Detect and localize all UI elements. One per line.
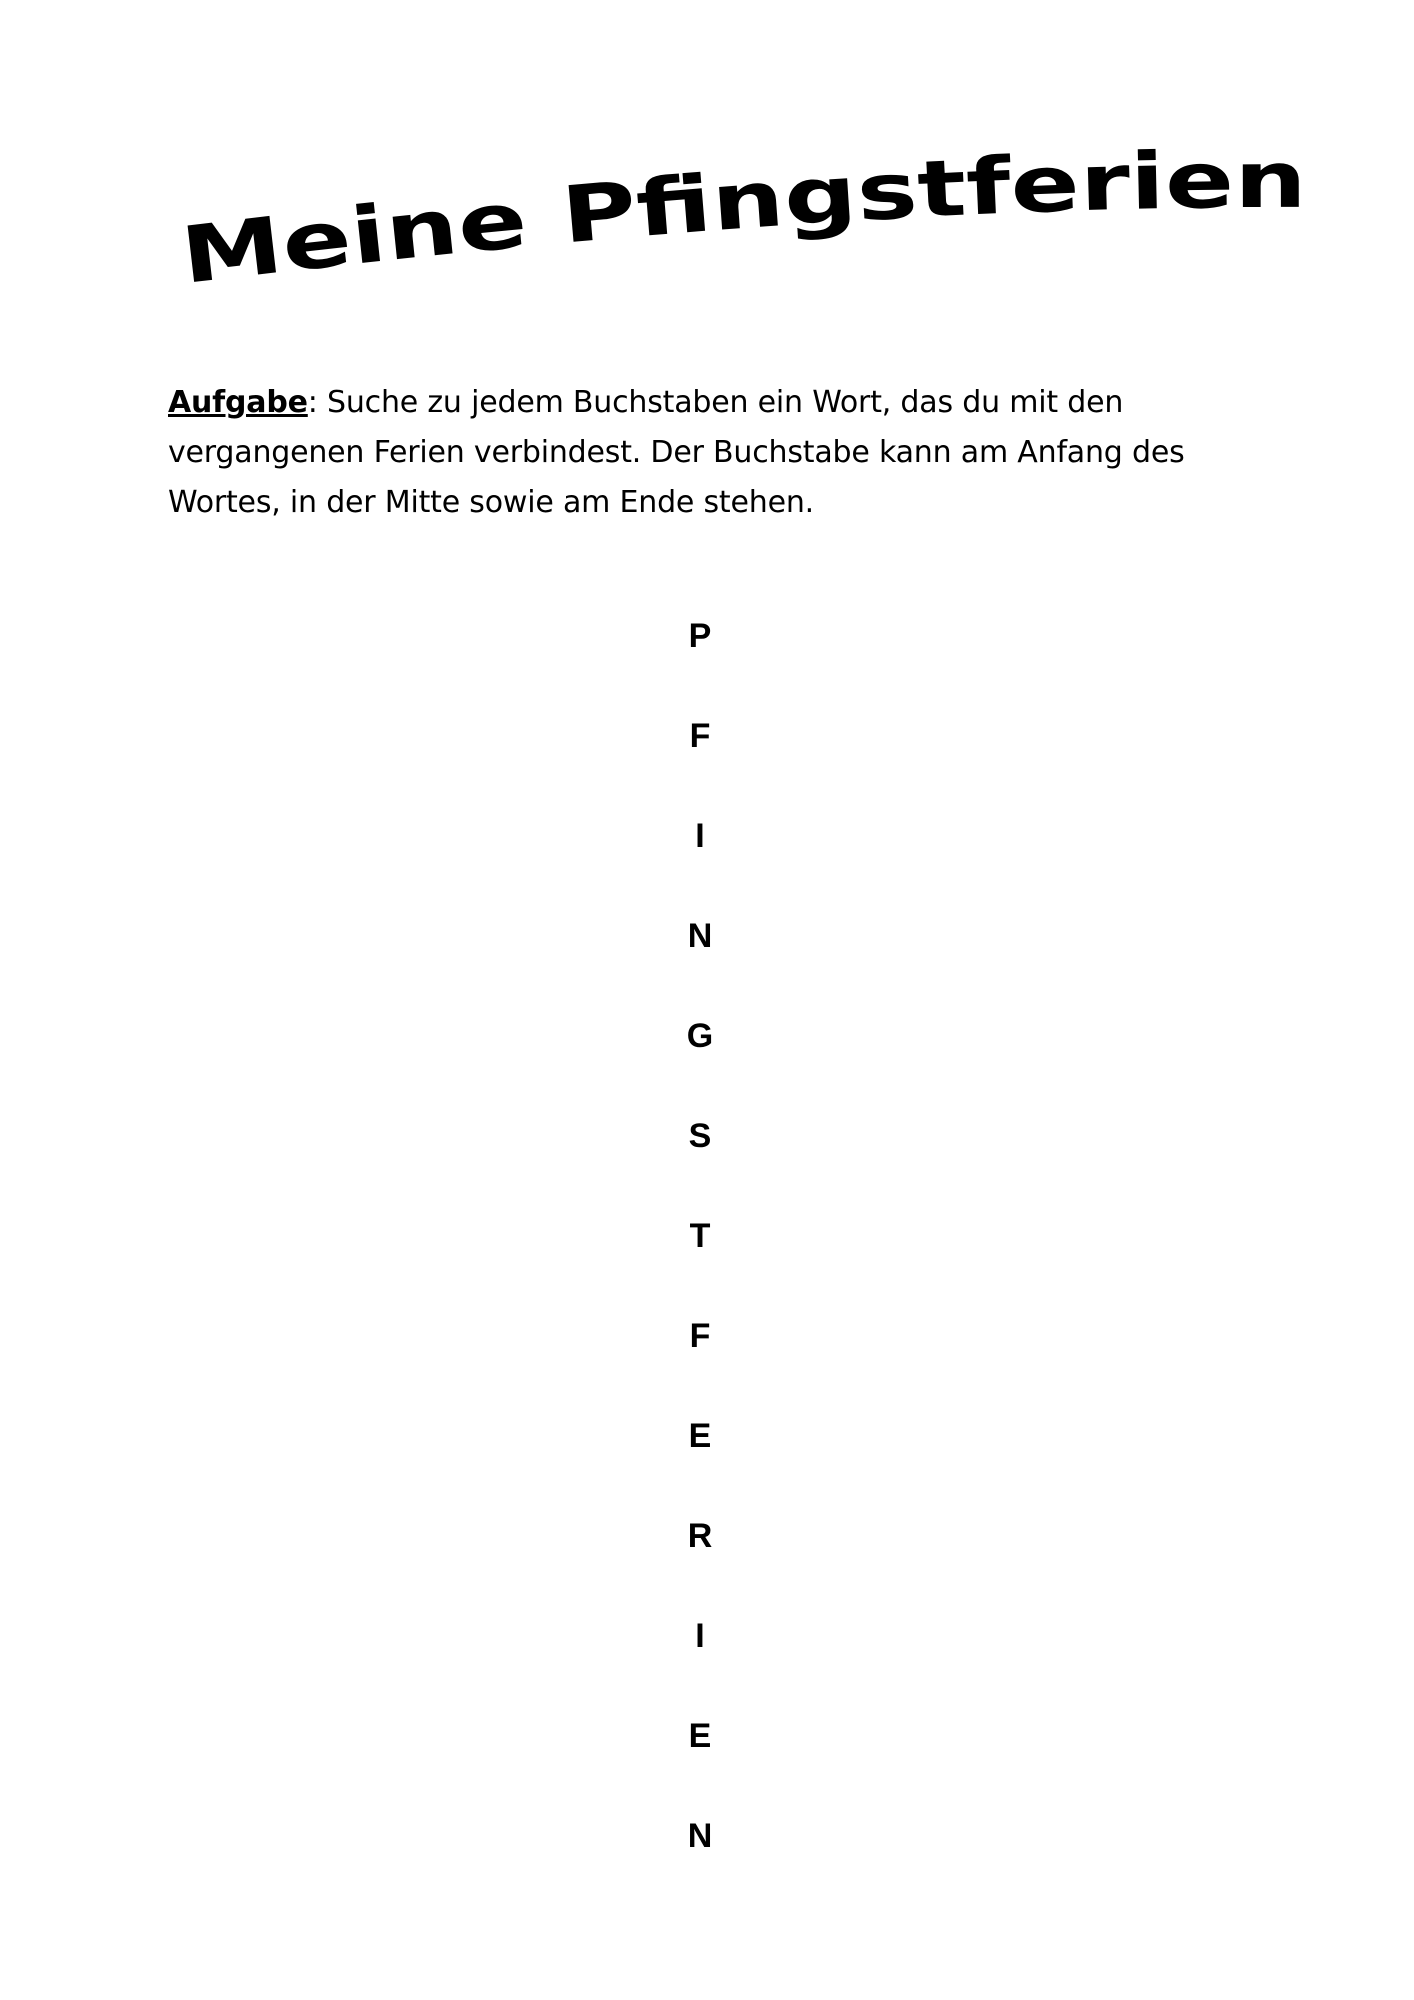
- acrostic-letter: N: [687, 917, 713, 955]
- acrostic-letter: N: [687, 1817, 713, 1855]
- acrostic-letter: S: [688, 1117, 712, 1155]
- acrostic-letter: I: [695, 817, 705, 855]
- task-label: Aufgabe: [168, 385, 308, 420]
- acrostic-letter: G: [686, 1017, 714, 1055]
- title-text-path: Meine Pfingstferien: [176, 135, 1290, 302]
- acrostic-letter: F: [689, 717, 711, 755]
- acrostic-letter: E: [688, 1417, 712, 1455]
- task-text: : Suche zu jedem Buchstaben ein Wort, das du mit den vergangenen Ferien verbindest. Der Buchstabe kann am Anfang des Wortes, in der Mitte sowie am Ende stehen.: [168, 385, 1185, 520]
- title-wordart: [175, 135, 1325, 305]
- acrostic-letter: I: [695, 1617, 705, 1655]
- acrostic-letter: T: [689, 1217, 711, 1255]
- title-text: [177, 136, 1307, 302]
- acrostic-letter: R: [687, 1517, 713, 1555]
- acrostic-letters: [660, 606, 740, 1906]
- worksheet-title: [175, 135, 1325, 305]
- acrostic-letter: E: [688, 1717, 712, 1755]
- acrostic-letter: P: [688, 617, 712, 655]
- acrostic-letter: F: [689, 1317, 711, 1355]
- task-instruction: [168, 378, 1228, 528]
